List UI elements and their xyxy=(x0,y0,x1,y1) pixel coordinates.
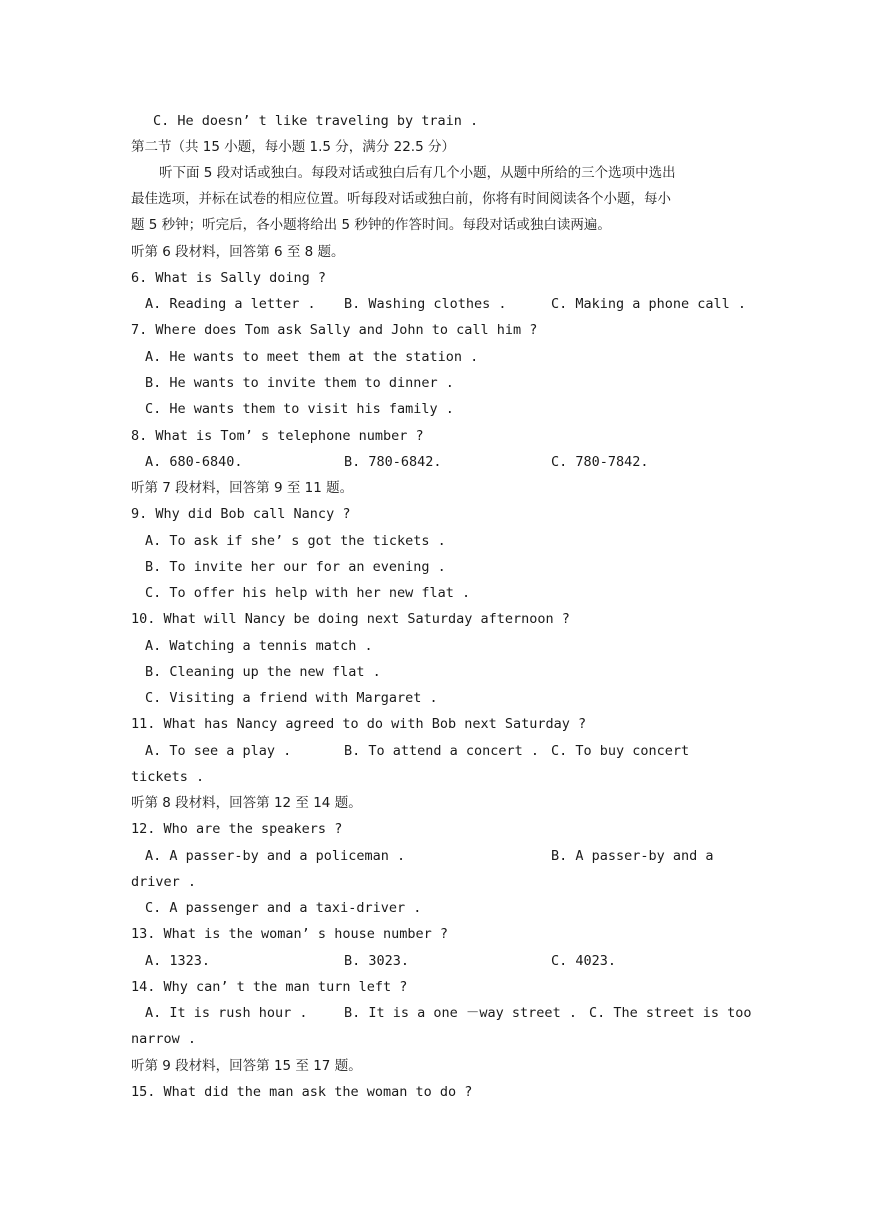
question-11: 11. What has Nancy agreed to do with Bob next Saturday ? xyxy=(131,716,587,732)
passage-7-header: 听第 7 段材料，回答第 9 至 11 题。 xyxy=(131,480,354,496)
passage-6-header: 听第 6 段材料，回答第 6 至 8 题。 xyxy=(131,244,345,260)
option-10b: B. Cleaning up the new flat . xyxy=(145,664,381,680)
option-6a: A. Reading a letter . xyxy=(145,296,316,312)
option-9c: C. To offer his help with her new flat . xyxy=(145,585,471,601)
question-14: 14. Why can’ t the man turn left ? xyxy=(131,979,408,995)
option-12b-wrap: driver . xyxy=(131,874,197,890)
option-14c: C. The street is too xyxy=(589,1005,752,1021)
passage-8-header: 听第 8 段材料，回答第 12 至 14 题。 xyxy=(131,795,362,811)
option-14a: A. It is rush hour . xyxy=(145,1005,308,1021)
option-11b: B. To attend a concert . xyxy=(344,743,540,759)
option-11c: C. To buy concert xyxy=(551,743,690,759)
option-8c: C. 780-7842. xyxy=(551,454,649,470)
option-6c: C. Making a phone call . xyxy=(551,296,747,312)
instructions-line-1: 听下面 5 段对话或独白。每段对话或独白后有几个小题，从题中所给的三个选项中选出 xyxy=(159,165,676,181)
option-6b: B. Washing clothes . xyxy=(344,296,507,312)
option-8b: B. 780-6842. xyxy=(344,454,442,470)
option-10a: A. Watching a tennis match . xyxy=(145,638,373,654)
option-10c: C. Visiting a friend with Margaret . xyxy=(145,690,438,706)
option-11a: A. To see a play . xyxy=(145,743,292,759)
option-13a: A. 1323. xyxy=(145,953,211,969)
option-14b: B. It is a one －way street . xyxy=(344,1005,577,1021)
question-13: 13. What is the woman’ s house number ? xyxy=(131,926,448,942)
section-header: 第二节（共 15 小题，每小题 1.5 分，满分 22.5 分） xyxy=(131,139,455,155)
option-12a: A. A passer-by and a policeman . xyxy=(145,848,406,864)
question-10: 10. What will Nancy be doing next Saturday afternoon ? xyxy=(131,611,570,627)
instructions-line-2: 最佳选项，并标在试卷的相应位置。听每段对话或独白前，你将有时间阅读各个小题，每小 xyxy=(131,191,671,207)
question-12: 12. Who are the speakers ? xyxy=(131,821,343,837)
option-13b: B. 3023. xyxy=(344,953,410,969)
question-7: 7. Where does Tom ask Sally and John to call him ? xyxy=(131,322,538,338)
option-11c-wrap: tickets . xyxy=(131,769,205,785)
option-7a: A. He wants to meet them at the station . xyxy=(145,349,479,365)
option-8a: A. 680-6840. xyxy=(145,454,243,470)
question-9: 9. Why did Bob call Nancy ? xyxy=(131,506,351,522)
option-14c-wrap: narrow . xyxy=(131,1031,197,1047)
option-12c: C. A passenger and a taxi-driver . xyxy=(145,900,422,916)
option-13c: C. 4023. xyxy=(551,953,617,969)
question-6: 6. What is Sally doing ? xyxy=(131,270,327,286)
question-8: 8. What is Tom’ s telephone number ? xyxy=(131,428,424,444)
question-15: 15. What did the man ask the woman to do ? xyxy=(131,1084,473,1100)
passage-9-header: 听第 9 段材料，回答第 15 至 17 题。 xyxy=(131,1058,362,1074)
option-7c: C. He wants them to visit his family . xyxy=(145,401,454,417)
option-7b: B. He wants to invite them to dinner . xyxy=(145,375,454,391)
option-5c: C. He doesn’ t like traveling by train . xyxy=(153,113,479,129)
option-9b: B. To invite her our for an evening . xyxy=(145,559,446,575)
instructions-line-3: 题 5 秒钟；听完后，各小题将给出 5 秒钟的作答时间。每段对话或独白读两遍。 xyxy=(131,217,611,233)
option-9a: A. To ask if she’ s got the tickets . xyxy=(145,533,446,549)
option-12b: B. A passer-by and a xyxy=(551,848,714,864)
